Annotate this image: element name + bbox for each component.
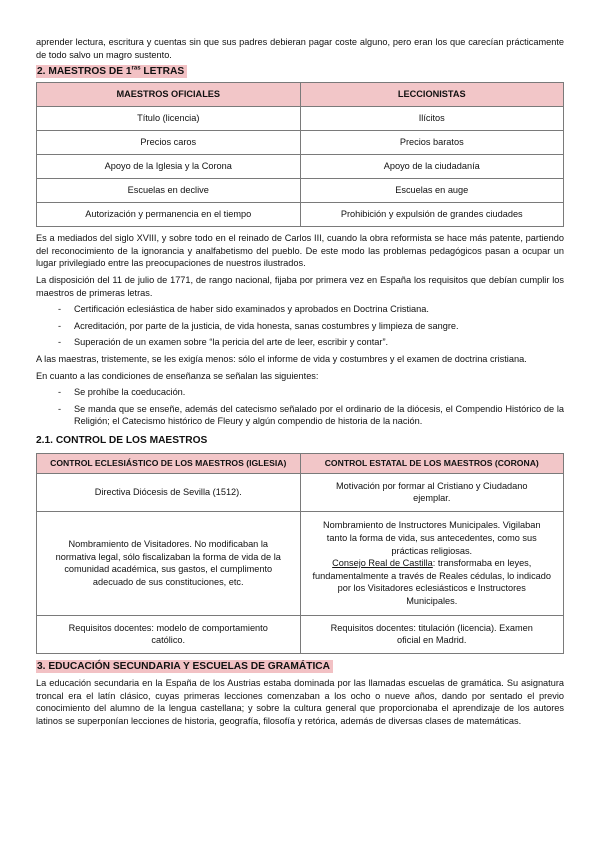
control-table: [36, 453, 564, 654]
table-cell: Directiva Diócesis de Sevilla (1512).: [37, 473, 301, 511]
section-3-heading-row: [36, 660, 564, 673]
section-2-1-heading: 2.1. CONTROL DE LOS MAESTROS: [36, 434, 208, 446]
paragraph: La disposición del 11 de julio de 1771, de rango nacional, fijaba por primera vez en España los requisitos que debían cumplir los maestros de primeras letras.: [36, 274, 564, 298]
table-cell: Título (licencia): [37, 107, 301, 131]
conditions-list: [36, 386, 564, 428]
section-2-heading: [36, 65, 187, 78]
document-page: [36, 36, 564, 727]
section-2-heading-end: LETRAS: [140, 66, 185, 78]
cell-text: [313, 557, 552, 607]
list-item-text: Certificación eclesiástica de haber sido examinados y aprobados en Doctrina Cristiana.: [74, 304, 429, 315]
list-item-text: Se manda que se enseñe, además del catecismo señalado por el ordinario de la diócesis, el Compendio Histórico de la Religión; el Catecismo histórico de Fleury y algún compendio de historia de la nación.: [74, 403, 564, 427]
table-row: [37, 107, 564, 131]
table-row: [37, 155, 564, 179]
table-header-cell: CONTROL ECLESIÁSTICO DE LOS MAESTROS (IGLESIA): [37, 453, 301, 473]
table-row: [37, 473, 564, 511]
section-3-heading: 3. EDUCACIÓN SECUNDARIA Y ESCUELAS DE GRAMÁTICA: [36, 660, 333, 673]
table-header-cell: MAESTROS OFICIALES: [37, 83, 301, 107]
table-cell: Escuelas en declive: [37, 179, 301, 203]
paragraph: La educación secundaria en la España de los Austrias estaba dominada por las llamadas escuelas de gramática. Su asignatura troncal era el latín clásico, cuyas primeras lecciones comenzaban a los ocho o nueve años, dando por sentado el previo conocimiento del alumno de la lengua castellana; y sobre la cultura general que proporcionaba el aprendizaje de los autores latinos se superponían lecciones de historia, geografía, filosofía y retórica, además de diversas clases de matemáticas.: [36, 677, 564, 726]
table-cell: Requisitos docentes: modelo de comportamiento católico.: [37, 615, 301, 653]
maestros-table: [36, 82, 564, 227]
list-item: - Se prohíbe la coeducación.: [58, 387, 186, 398]
section-2-heading-sup: ras: [131, 65, 141, 72]
section-2-heading-row: [36, 65, 564, 78]
table-cell: Requisitos docentes: titulación (licencia). Examen oficial en Madrid.: [300, 615, 564, 653]
table-row: [37, 179, 564, 203]
list-item: - Superación de un examen sobre “la pericia del arte de leer, escribir y contar”.: [58, 337, 389, 348]
requirements-list: [36, 303, 564, 349]
table-row: [37, 615, 564, 653]
table-row: [37, 203, 564, 227]
table-cell: Precios caros: [37, 131, 301, 155]
table-cell: Nombramiento de Visitadores. No modificaban la normativa legal, sólo fiscalizaban la forma de vida de la comunidad académica, sus gastos, el cumplimento adecuado de sus constituciones, etc.: [37, 511, 301, 615]
table-header-row: [37, 83, 564, 107]
table-cell: Ilícitos: [300, 107, 564, 131]
cell-text-rest: : transformaba en leyes, fundamentalmente a través de Reales cédulas, lo indicado por los Visitadores eclesiásticos e Instructores Municipales.: [312, 558, 552, 606]
list-item: - Acreditación, por parte de la justicia, de vida honesta, sanas costumbres y limpieza de sangre.: [58, 320, 459, 331]
table-cell: Apoyo de la Iglesia y la Corona: [37, 155, 301, 179]
intro-paragraph: aprender lectura, escritura y cuentas sin que sus padres debieran pagar coste alguno, pero eran los que carecían prácticamente de todo salvo un magro sustento.: [36, 37, 564, 60]
table-cell: Prohibición y expulsión de grandes ciudades: [300, 203, 564, 227]
list-item-text: Acreditación, por parte de la justicia, de vida honesta, sanas costumbres y limpieza de sangre.: [74, 320, 459, 331]
table-cell: Motivación por formar al Cristiano y Ciudadano ejemplar.: [300, 473, 564, 511]
paragraph: Es a mediados del siglo XVIII, y sobre todo en el reinado de Carlos III, cuando la obra reformista se hace más patente, partiendo del reconocimiento de la ignorancia y analfabetismo del pueblo. De este modo las problemas pedagógicos pasan a ocupar un lugar privilegiado entre las preocupaciones de nuestros ilustrados.: [36, 233, 564, 269]
table-header-cell: LECCIONISTAS: [300, 83, 564, 107]
section-2-heading-main: 2. MAESTROS DE 1: [37, 66, 132, 78]
table-cell: Escuelas en auge: [300, 179, 564, 203]
table-cell: [300, 511, 564, 615]
table-cell: Apoyo de la ciudadanía: [300, 155, 564, 179]
table-header-cell: CONTROL ESTATAL DE LOS MAESTROS (CORONA): [300, 453, 564, 473]
table-header-row: [37, 453, 564, 473]
table-cell: Autorización y permanencia en el tiempo: [37, 203, 301, 227]
cell-text: Nombramiento de Instructores Municipales. Vigilaban tanto la forma de vida, sus antecedentes, como sus prácticas religiosas.: [323, 520, 541, 556]
paragraph: En cuanto a las condiciones de enseñanza se señalan las siguientes:: [36, 370, 319, 381]
table-cell: Precios baratos: [300, 131, 564, 155]
table-row: [37, 511, 564, 615]
list-item: - Certificación eclesiástica de haber sido examinados y aprobados en Doctrina Cristiana.: [58, 304, 429, 315]
table-row: [37, 131, 564, 155]
list-item-text: Se prohíbe la coeducación.: [74, 387, 186, 398]
underlined-term: Consejo Real de Castilla: [332, 558, 433, 569]
list-item-text: Superación de un examen sobre “la pericia del arte de leer, escribir y contar”.: [74, 337, 389, 348]
list-item: - Se manda que se enseñe, además del catecismo señalado por el ordinario de la diócesis, el Compendio Histórico de la Religión; el Catecismo histórico de Fleury y algún compendio de historia de la nación.: [58, 403, 564, 427]
paragraph: A las maestras, tristemente, se les exigía menos: sólo el informe de vida y costumbres y el examen de doctrina cristiana.: [36, 353, 527, 364]
